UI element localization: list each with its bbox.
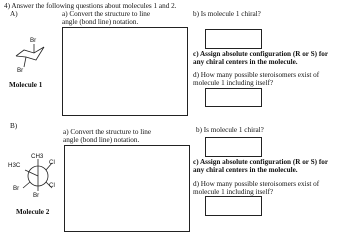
part-a-answer-box-b[interactable] [205,29,262,49]
part-a-question-b: b) Is molecule 1 chiral? [193,10,261,18]
part-b-question-a-line1: a) Convert the structure to line [63,128,152,136]
newman-back-bottom-right-label: Cl [49,182,55,189]
part-b-question-d-line2: molecule 1 including itself? [193,188,274,196]
question-title: 4) Answer the following questions about molecules 1 and 2. [4,2,177,10]
part-a-question-d-line2: molecule 1 including itself? [193,79,274,87]
part-b-question-c-line1: c) Assign absolute configuration (R or S) for [193,158,329,166]
part-b-answer-box-d[interactable] [205,196,262,216]
newman-front-left-label: H3C [8,162,21,169]
newman-back-top-right-label: Cl [49,159,55,166]
part-a-question-d-line1: d) How many possible steroisomers exist of [193,71,320,79]
chair-ring [16,47,44,60]
br-top-label: Br [30,37,37,44]
molecule-2-newman-projection [8,140,68,210]
part-b-question-d-line1: d) How many possible steroisomers exist of [193,180,320,188]
part-b-answer-box-a[interactable] [64,145,190,232]
newman-front-top-label: CH3 [31,153,44,160]
part-a-answer-box-d[interactable] [205,88,262,107]
part-a-question-c-line2: any chiral centers in the molecule. [193,58,298,66]
part-a-label: A) [10,10,18,18]
molecule-1-label: Molecule 1 [9,81,43,89]
part-a-answer-box-a[interactable] [62,27,188,116]
back-bond-left [23,182,30,188]
molecule-2-label: Molecule 2 [16,208,50,216]
part-b-answer-box-b[interactable] [205,137,262,157]
equatorial-bond-bottom [24,57,26,67]
newman-front-bottom-label: Br [33,192,40,199]
part-b-question-b: b) Is molecule 1 chiral? [196,126,264,134]
br-bottom-label: Br [17,67,24,74]
part-b-label: B) [10,122,18,130]
part-a-question-a-line2: angle (bond line) notation. [62,18,139,26]
part-a-question-a-line1: a) Convert the structure to line [62,10,151,18]
part-b-question-a-line2: angle (bond line) notation. [63,136,140,144]
part-a-question-c-line1: c) Assign absolute configuration (R or S) for [193,50,329,58]
newman-back-left-label: Br [13,185,20,192]
front-bond-left [25,170,38,176]
part-b-question-c-line2: any chiral centers in the molecule. [193,166,298,174]
